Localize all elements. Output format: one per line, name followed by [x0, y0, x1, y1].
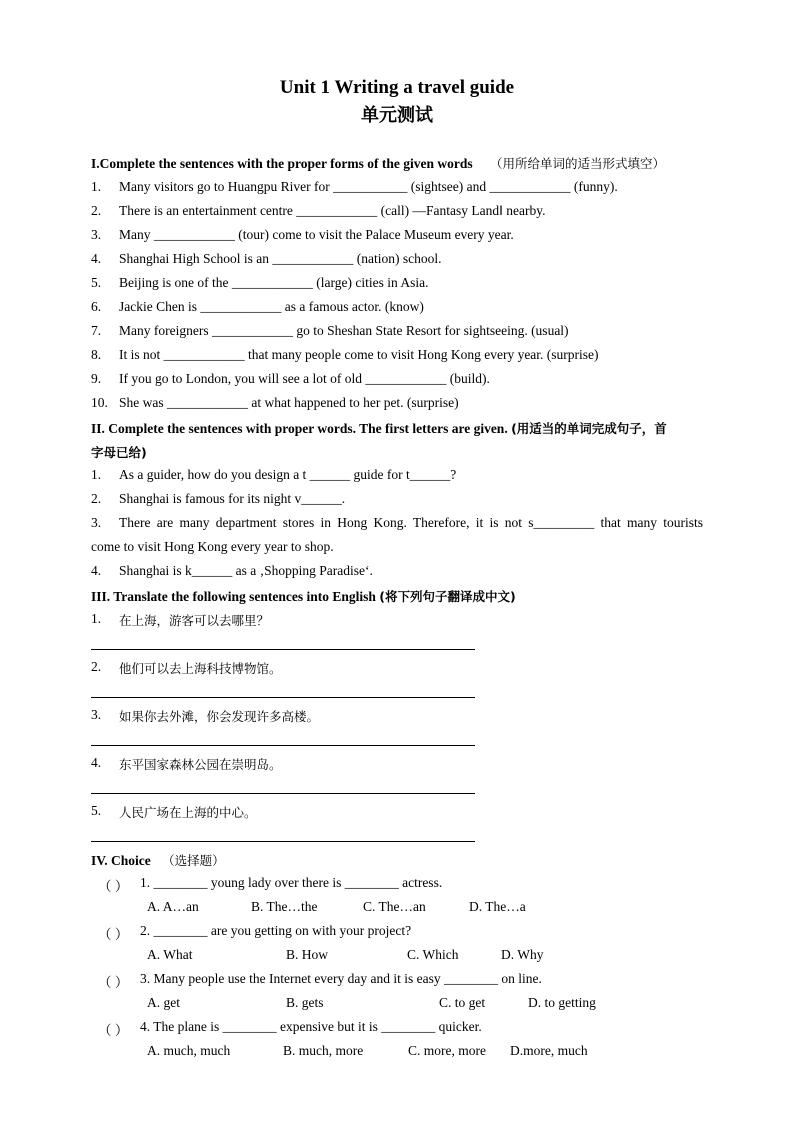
s1-num: 1. [91, 179, 102, 194]
choice-question: 3. Many people use the Internet every day and it is easy ________ on line. [140, 971, 542, 986]
choice-option-a[interactable]: A. A…an [147, 899, 199, 914]
s3-item-text: 东平国家森林公园在崇明岛。 [119, 757, 282, 772]
s1-item-text: Many foreigners ____________ go to Sheshan State Resort for sightseeing. (usual) [119, 323, 569, 338]
answer-line[interactable] [91, 841, 475, 842]
s3-item-text: 人民广场在上海的中心。 [119, 805, 257, 820]
s2-item-text: Shanghai is famous for its night v______. [119, 491, 346, 506]
answer-blank[interactable]: （ ） [98, 879, 129, 894]
section-3-heading-cn: (将下列句子翻译成中文) [379, 589, 516, 604]
choice-option-a[interactable]: A. much, much [147, 1043, 231, 1058]
section-4-heading-en: IV. Choice [91, 853, 151, 868]
answer-blank[interactable]: （ ） [98, 927, 129, 942]
section-2-heading-cn-cont: 字母已给) [91, 445, 147, 460]
choice-option-d[interactable]: D.more, much [510, 1043, 588, 1058]
s2-item-text-cont: come to visit Hong Kong every year to shop. [91, 539, 334, 554]
s2-item-text: As a guider, how do you design a t ______ guide for t______? [119, 467, 457, 482]
section-1-heading-cn: （用所给单词的适当形式填空） [489, 156, 665, 171]
s1-num: 8. [91, 347, 102, 362]
section-2-heading [91, 419, 667, 437]
section-2-heading-cont [91, 443, 147, 461]
choice-option-b[interactable]: B. much, more [283, 1043, 364, 1058]
choice-option-a[interactable]: A. get [147, 995, 180, 1010]
choice-option-d[interactable]: D. to getting [528, 995, 596, 1010]
section-1-heading-en: I.Complete the sentences with the proper forms of the given words [91, 156, 473, 171]
s2-num: 4. [91, 563, 102, 578]
s1-item-text: It is not ____________ that many people come to visit Hong Kong every year. (surprise) [119, 347, 599, 362]
s2-item-text: There are many department stores in Hong Kong. Therefore, it is not s_________ that many tourists [119, 515, 703, 530]
s3-item-text: 在上海，游客可以去哪里？ [119, 613, 270, 628]
section-2-heading-en: II. Complete the sentences with proper words. The first letters are given. [91, 421, 508, 436]
answer-line[interactable] [91, 793, 475, 794]
choice-question: 2. ________ are you getting on with your project? [140, 923, 412, 938]
section-2-heading-cn: (用适当的单词完成句子，首 [511, 421, 667, 436]
s3-num: 1. [91, 611, 102, 626]
s1-item-text: Jackie Chen is ____________ as a famous actor. (know) [119, 299, 424, 314]
s2-item-text: Shanghai is k______ as a ‚Shopping Paradise‘. [119, 563, 373, 578]
choice-option-a[interactable]: A. What [147, 947, 193, 962]
section-3-heading-en: III. Translate the following sentences into English [91, 589, 376, 604]
s1-item-text: Many visitors go to Huangpu River for ___________ (sightsee) and ____________ (funny). [119, 179, 618, 194]
page-title: Unit 1 Writing a travel guide [279, 77, 515, 98]
s3-num: 2. [91, 659, 102, 674]
choice-option-d[interactable]: D. The…a [469, 899, 526, 914]
s3-num: 3. [91, 707, 102, 722]
answer-blank[interactable]: （ ） [98, 1023, 129, 1038]
s3-item-text: 他们可以去上海科技博物馆。 [119, 661, 282, 676]
choice-question: 4. The plane is ________ expensive but it is ________ quicker. [140, 1019, 482, 1034]
s3-num: 5. [91, 803, 102, 818]
s1-num: 10. [91, 395, 108, 410]
s1-num: 3. [91, 227, 102, 242]
section-1-heading [91, 154, 665, 172]
s1-item-text: She was ____________ at what happened to her pet. (surprise) [119, 395, 459, 410]
section-4-heading-cn: （选择题） [162, 853, 225, 868]
page-subtitle: 单元测试 [361, 105, 433, 126]
choice-option-c[interactable]: C. Which [407, 947, 459, 962]
s1-item-text: Shanghai High School is an ____________ (nation) school. [119, 251, 442, 266]
s1-num: 4. [91, 251, 102, 266]
answer-line[interactable] [91, 697, 475, 698]
choice-option-b[interactable]: B. How [286, 947, 329, 962]
s1-num: 9. [91, 371, 102, 386]
answer-line[interactable] [91, 649, 475, 650]
section-4-heading [91, 851, 225, 869]
s1-num: 5. [91, 275, 102, 290]
choice-question: 1. ________ young lady over there is ________ actress. [140, 875, 443, 890]
choice-option-b[interactable]: B. gets [286, 995, 324, 1010]
s1-num: 2. [91, 203, 102, 218]
choice-option-c[interactable]: C. more, more [408, 1043, 486, 1058]
s1-item-text: There is an entertainment centre ____________ (call) —Fantasy Landǁ nearby. [119, 203, 546, 218]
answer-blank[interactable]: （ ） [98, 975, 129, 990]
s2-num: 1. [91, 467, 102, 482]
section-3-heading [91, 587, 516, 605]
s1-num: 7. [91, 323, 102, 338]
s2-num: 3. [91, 515, 102, 530]
s1-item-text: If you go to London, you will see a lot of old ____________ (build). [119, 371, 490, 386]
choice-option-d[interactable]: D. Why [501, 947, 544, 962]
choice-option-c[interactable]: C. to get [439, 995, 486, 1010]
s1-item-text: Beijing is one of the ____________ (large) cities in Asia. [119, 275, 429, 290]
answer-line[interactable] [91, 745, 475, 746]
s3-num: 4. [91, 755, 102, 770]
choice-option-b[interactable]: B. The…the [251, 899, 318, 914]
s2-num: 2. [91, 491, 102, 506]
s1-num: 6. [91, 299, 102, 314]
choice-option-c[interactable]: C. The…an [363, 899, 426, 914]
s1-item-text: Many ____________ (tour) come to visit the Palace Museum every year. [119, 227, 514, 242]
s3-item-text: 如果你去外滩，你会发现许多高楼。 [119, 709, 320, 724]
